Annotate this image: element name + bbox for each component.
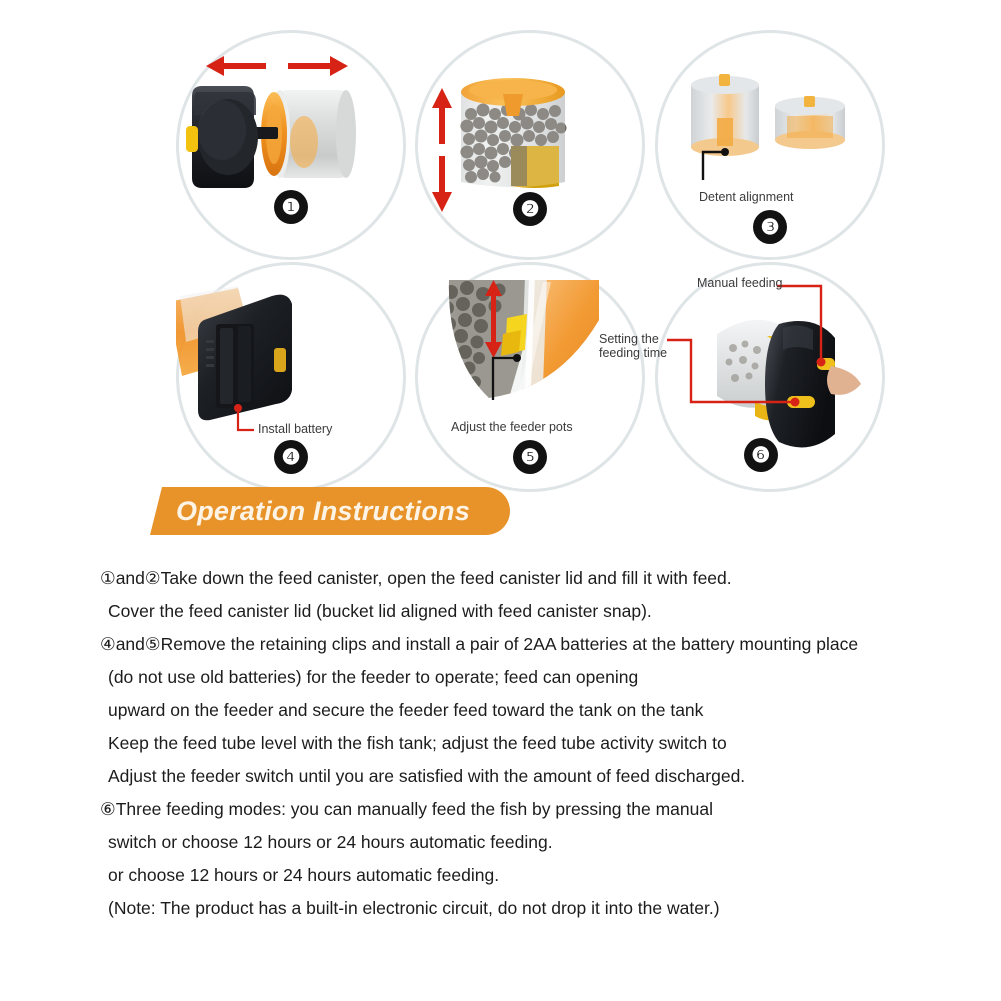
panel-step-badge: ❹ xyxy=(274,440,308,474)
panel-step-1 xyxy=(176,30,406,260)
panel-6-caption-timer xyxy=(599,332,691,361)
instruction-line: (do not use old batteries) for the feeder to operate; feed can opening xyxy=(108,667,639,687)
instruction-line: upward on the feeder and secure the feeder feed toward the tank on the tank xyxy=(108,700,704,720)
instruction-line: ①and②Take down the feed canister, open the feed canister lid and fill it with feed. xyxy=(100,568,732,588)
operation-instructions-banner xyxy=(150,487,510,535)
panel-5-caption: Adjust the feeder pots xyxy=(451,420,573,434)
panel-6-caption-manual: Manual feeding xyxy=(697,276,783,290)
instruction-line: switch or choose 12 hours or 24 hours automatic feeding. xyxy=(108,832,553,852)
panel-step-2 xyxy=(415,30,645,260)
panel-step-3 xyxy=(655,30,885,260)
panel-step-badge: ❻ xyxy=(744,438,778,472)
banner-title: Operation Instructions xyxy=(176,495,470,526)
panel-step-badge: ❶ xyxy=(274,190,308,224)
panel-step-6 xyxy=(599,262,885,492)
panel-step-badge: ❸ xyxy=(753,210,787,244)
timer-line-1: Setting the xyxy=(599,332,659,346)
instruction-line: Cover the feed canister lid (bucket lid aligned with feed canister snap). xyxy=(108,601,652,621)
instruction-line: (Note: The product has a built-in electronic circuit, do not drop it into the water.) xyxy=(108,898,720,918)
horizontal-double-arrow-icon xyxy=(206,56,348,76)
instruction-line: Adjust the feeder switch until you are satisfied with the amount of feed discharged. xyxy=(108,766,746,786)
panel-3-caption: Detent alignment xyxy=(699,190,794,204)
panel-step-4 xyxy=(176,262,406,492)
panel-step-badge: ❺ xyxy=(513,440,547,474)
instructions-text-block xyxy=(100,562,980,925)
panel-step-5 xyxy=(415,262,645,492)
instruction-line: ④and⑤Remove the retaining clips and install a pair of 2AA batteries at the battery mounting place xyxy=(100,634,859,654)
vertical-double-arrow-icon xyxy=(432,88,452,212)
panel-4-caption: Install battery xyxy=(258,422,333,436)
instruction-line: ⑥Three feeding modes: you can manually feed the fish by pressing the manual xyxy=(100,799,713,819)
instruction-line: or choose 12 hours or 24 hours automatic feeding. xyxy=(108,865,500,885)
panel-step-badge: ❷ xyxy=(513,192,547,226)
instruction-line: Keep the feed tube level with the fish tank; adjust the feed tube activity switch to xyxy=(108,733,727,753)
illustration-panel-grid xyxy=(0,0,1001,470)
panel-1-artwork xyxy=(176,30,406,260)
timer-line-2: feeding time xyxy=(599,346,668,361)
